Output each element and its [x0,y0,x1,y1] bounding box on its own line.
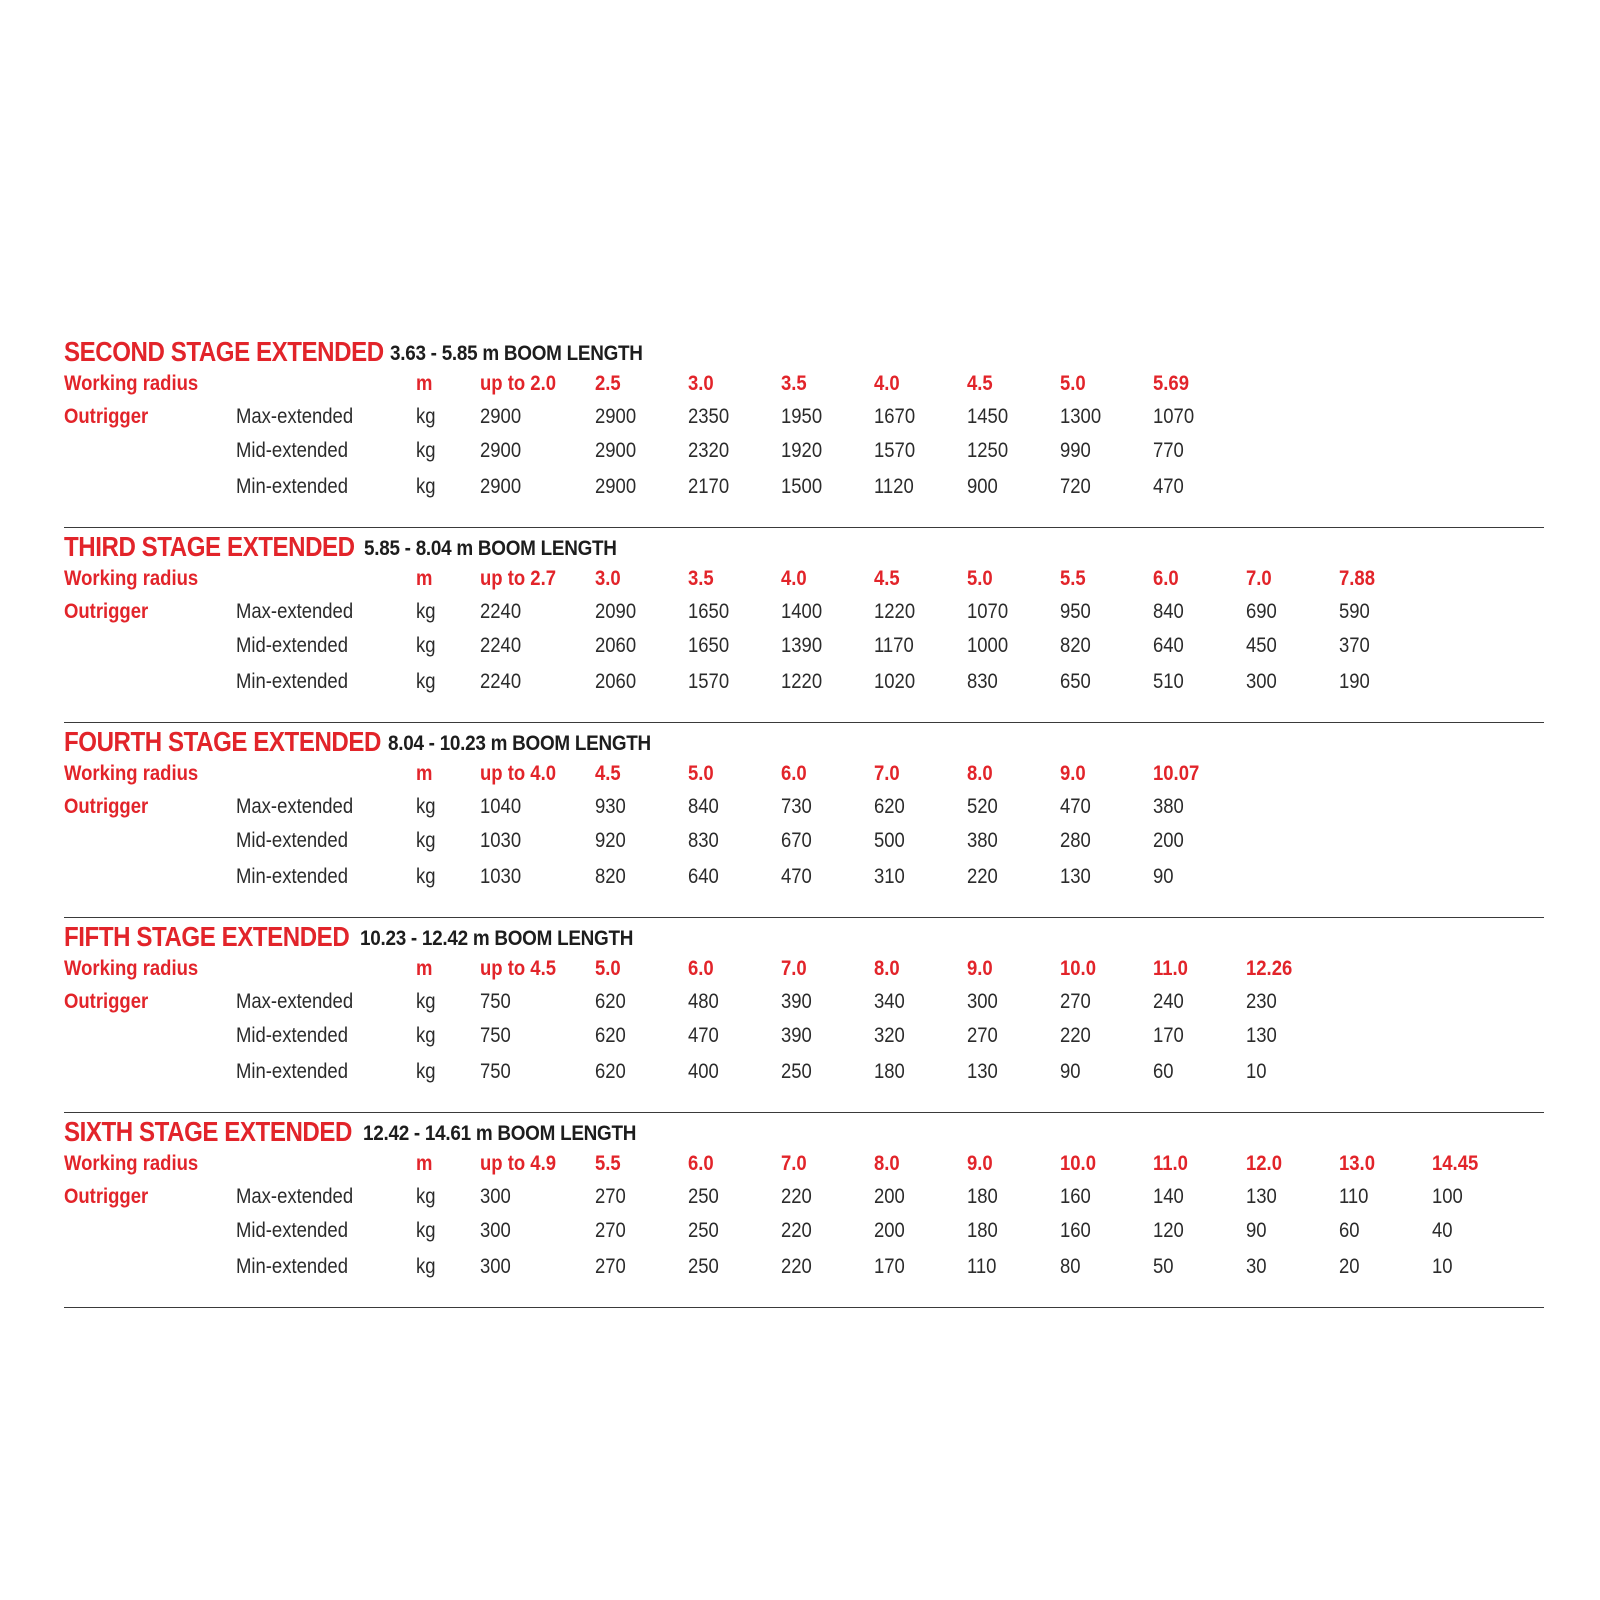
boom-length-range: 5.85 - 8.04 m BOOM LENGTH [364,537,617,560]
load-value: 1500 [781,475,823,498]
load-value: 340 [874,990,905,1013]
unit-kg: kg [416,990,436,1013]
unit-kg: kg [416,405,436,428]
outrigger-mode-label: Min-extended [236,865,348,888]
radius-value: 4.0 [874,372,900,395]
boom-length-range: 12.42 - 14.61 m BOOM LENGTH [363,1122,637,1145]
load-value: 1040 [480,795,522,818]
stage-section [64,722,1544,918]
outrigger-label: Outrigger [64,600,149,623]
load-value: 1300 [1060,405,1102,428]
radius-value: 8.0 [874,1152,900,1175]
load-value: 380 [967,829,998,852]
load-value: 2900 [595,405,637,428]
radius-value: 10.0 [1060,957,1096,980]
load-value: 120 [1153,1219,1184,1242]
load-value: 200 [1153,829,1184,852]
stage-title: SIXTH STAGE EXTENDED [64,1116,352,1147]
load-value: 730 [781,795,812,818]
radius-value: 7.88 [1339,567,1375,590]
unit-kg: kg [416,1255,436,1278]
load-value: 470 [781,865,812,888]
outrigger-mode-label: Min-extended [236,475,348,498]
load-value: 140 [1153,1185,1184,1208]
load-value: 200 [874,1219,905,1242]
load-value: 520 [967,795,998,818]
max-extended-row [64,1185,1544,1213]
working-radius-label: Working radius [64,762,199,785]
stage-section [64,332,1544,528]
radius-value: 2.5 [595,372,621,395]
unit-m: m [416,957,433,980]
load-value: 220 [967,865,998,888]
load-value: 2900 [595,439,637,462]
load-value: 1070 [1153,405,1195,428]
outrigger-mode-label: Max-extended [236,405,354,428]
load-value: 470 [1060,795,1091,818]
load-value: 250 [688,1255,719,1278]
radius-value: up to 4.5 [480,957,556,980]
load-value: 1450 [967,405,1009,428]
mid-extended-row [64,1219,1544,1247]
load-value: 300 [1246,670,1277,693]
load-value: 720 [1060,475,1091,498]
load-value: 750 [480,1060,511,1083]
radius-value: 12.26 [1246,957,1293,980]
radius-value: 10.07 [1153,762,1200,785]
radius-value: 4.0 [781,567,807,590]
load-value: 300 [480,1219,511,1242]
load-value: 90 [1153,865,1174,888]
load-value: 10 [1246,1060,1267,1083]
radius-value: 3.0 [595,567,621,590]
load-value: 160 [1060,1185,1091,1208]
radius-value: 3.5 [688,567,714,590]
load-value: 2240 [480,634,522,657]
radius-value: 5.5 [595,1152,621,1175]
stage-title: FIFTH STAGE EXTENDED [64,921,350,952]
min-extended-row [64,1060,1544,1088]
load-value: 20 [1339,1255,1360,1278]
radius-value: 11.0 [1153,1152,1188,1175]
load-value: 100 [1432,1185,1463,1208]
load-value: 2060 [595,670,637,693]
load-value: 1650 [688,600,730,623]
radius-value: 6.0 [1153,567,1179,590]
outrigger-mode-label: Max-extended [236,795,354,818]
mid-extended-row [64,439,1544,467]
outrigger-mode-label: Min-extended [236,670,348,693]
load-value: 2060 [595,634,637,657]
unit-kg: kg [416,1219,436,1242]
working-radius-label: Working radius [64,1152,199,1175]
load-value: 380 [1153,795,1184,818]
radius-value: 5.5 [1060,567,1086,590]
load-value: 30 [1246,1255,1267,1278]
mid-extended-row [64,829,1544,857]
load-value: 230 [1246,990,1277,1013]
load-value: 180 [967,1185,998,1208]
load-value: 500 [874,829,905,852]
radius-value: 10.0 [1060,1152,1096,1175]
load-value: 640 [1153,634,1184,657]
radius-value: 7.0 [874,762,900,785]
outrigger-mode-label: Max-extended [236,1185,354,1208]
load-value: 770 [1153,439,1184,462]
unit-m: m [416,372,433,395]
radius-value: 9.0 [967,1152,993,1175]
load-value: 50 [1153,1255,1174,1278]
working-radius-label: Working radius [64,372,199,395]
load-value: 220 [781,1185,812,1208]
load-value: 990 [1060,439,1091,462]
max-extended-row [64,600,1544,628]
unit-kg: kg [416,439,436,462]
radius-value: up to 2.7 [480,567,556,590]
working-radius-row [64,957,1544,985]
unit-kg: kg [416,475,436,498]
load-value: 2240 [480,670,522,693]
load-value: 2320 [688,439,730,462]
load-value: 60 [1153,1060,1174,1083]
load-value: 170 [1153,1024,1184,1047]
radius-value: 4.5 [874,567,900,590]
mid-extended-row [64,634,1544,662]
load-value: 930 [595,795,626,818]
load-value: 110 [967,1255,997,1278]
load-value: 820 [595,865,626,888]
radius-value: up to 4.0 [480,762,556,785]
load-value: 310 [874,865,905,888]
load-value: 620 [595,1024,626,1047]
radius-value: 9.0 [1060,762,1086,785]
stage-title: THIRD STAGE EXTENDED [64,531,355,562]
load-value: 820 [1060,634,1091,657]
load-value: 180 [967,1219,998,1242]
outrigger-mode-label: Max-extended [236,600,354,623]
radius-value: 9.0 [967,957,993,980]
min-extended-row [64,475,1544,503]
load-value: 1670 [874,405,916,428]
section-heading [64,531,617,563]
load-value: 1030 [480,865,522,888]
min-extended-row [64,865,1544,893]
load-value: 130 [1246,1024,1277,1047]
load-value: 180 [874,1060,905,1083]
load-value: 80 [1060,1255,1081,1278]
radius-value: 8.0 [967,762,993,785]
unit-kg: kg [416,670,436,693]
load-value: 270 [595,1219,626,1242]
min-extended-row [64,1255,1544,1283]
load-value: 90 [1246,1219,1267,1242]
load-value: 1650 [688,634,730,657]
load-value: 270 [595,1255,626,1278]
outrigger-mode-label: Mid-extended [236,439,348,462]
load-value: 250 [688,1219,719,1242]
load-value: 1390 [781,634,823,657]
radius-value: 5.0 [1060,372,1086,395]
load-value: 1570 [688,670,730,693]
working-radius-row [64,1152,1544,1180]
load-value: 1070 [967,600,1009,623]
working-radius-row [64,567,1544,595]
outrigger-mode-label: Max-extended [236,990,354,1013]
load-value: 900 [967,475,998,498]
load-value: 670 [781,829,812,852]
unit-m: m [416,762,433,785]
load-value: 2900 [480,405,522,428]
outrigger-mode-label: Mid-extended [236,634,348,657]
load-value: 220 [781,1219,812,1242]
outrigger-mode-label: Min-extended [236,1060,348,1083]
load-value: 400 [688,1060,719,1083]
load-value: 620 [595,1060,626,1083]
boom-length-range: 10.23 - 12.42 m BOOM LENGTH [360,927,634,950]
load-value: 130 [967,1060,998,1083]
section-heading [64,1116,637,1148]
load-value: 170 [874,1255,905,1278]
unit-kg: kg [416,1024,436,1047]
load-value: 190 [1339,670,1370,693]
radius-value: 4.5 [967,372,993,395]
load-value: 510 [1153,670,1184,693]
radius-value: 12.0 [1246,1152,1282,1175]
load-value: 1220 [874,600,916,623]
load-value: 320 [874,1024,905,1047]
mid-extended-row [64,1024,1544,1052]
load-value: 840 [1153,600,1184,623]
load-value: 1220 [781,670,823,693]
load-value: 250 [688,1185,719,1208]
unit-kg: kg [416,1185,436,1208]
radius-value: 3.5 [781,372,807,395]
load-value: 640 [688,865,719,888]
load-value: 480 [688,990,719,1013]
radius-value: up to 2.0 [480,372,556,395]
load-value: 2240 [480,600,522,623]
radius-value: 6.0 [688,957,714,980]
load-value: 1250 [967,439,1009,462]
boom-length-range: 8.04 - 10.23 m BOOM LENGTH [388,732,651,755]
stage-title: FOURTH STAGE EXTENDED [64,726,381,757]
section-heading [64,921,634,953]
load-value: 920 [595,829,626,852]
load-value: 590 [1339,600,1370,623]
load-value: 2900 [480,439,522,462]
outrigger-mode-label: Mid-extended [236,829,348,852]
load-value: 750 [480,990,511,1013]
load-value: 280 [1060,829,1091,852]
load-value: 300 [480,1185,511,1208]
load-value: 2350 [688,405,730,428]
load-value: 200 [874,1185,905,1208]
load-value: 270 [1060,990,1091,1013]
outrigger-label: Outrigger [64,1185,149,1208]
unit-kg: kg [416,600,436,623]
load-value: 130 [1246,1185,1277,1208]
radius-value: 6.0 [781,762,807,785]
load-value: 270 [967,1024,998,1047]
load-value: 1020 [874,670,916,693]
load-value: 250 [781,1060,812,1083]
unit-kg: kg [416,1060,436,1083]
working-radius-label: Working radius [64,957,199,980]
section-heading [64,726,651,758]
radius-value: 5.0 [595,957,621,980]
load-value: 1120 [874,475,914,498]
working-radius-row [64,372,1544,400]
load-value: 840 [688,795,719,818]
unit-kg: kg [416,634,436,657]
unit-kg: kg [416,795,436,818]
load-value: 110 [1339,1185,1369,1208]
outrigger-label: Outrigger [64,990,149,1013]
load-value: 470 [688,1024,719,1047]
boom-length-range: 3.63 - 5.85 m BOOM LENGTH [390,342,643,365]
max-extended-row [64,795,1544,823]
load-value: 160 [1060,1219,1091,1242]
load-value: 690 [1246,600,1277,623]
load-value: 300 [967,990,998,1013]
radius-value: 6.0 [688,1152,714,1175]
load-value: 620 [595,990,626,1013]
radius-value: 14.45 [1432,1152,1479,1175]
load-value: 1570 [874,439,916,462]
load-value: 620 [874,795,905,818]
max-extended-row [64,405,1544,433]
radius-value: 13.0 [1339,1152,1375,1175]
radius-value: 8.0 [874,957,900,980]
load-value: 2900 [595,475,637,498]
load-value: 370 [1339,634,1370,657]
unit-m: m [416,567,433,590]
outrigger-label: Outrigger [64,795,149,818]
load-value: 1170 [874,634,914,657]
load-value: 10 [1432,1255,1453,1278]
load-value: 650 [1060,670,1091,693]
radius-value: 4.5 [595,762,621,785]
unit-m: m [416,1152,433,1175]
stage-title: SECOND STAGE EXTENDED [64,336,384,367]
max-extended-row [64,990,1544,1018]
radius-value: 11.0 [1153,957,1188,980]
stage-section [64,527,1544,723]
unit-kg: kg [416,829,436,852]
stage-section [64,1112,1544,1308]
working-radius-label: Working radius [64,567,199,590]
outrigger-mode-label: Min-extended [236,1255,348,1278]
stage-section [64,917,1544,1113]
load-value: 830 [688,829,719,852]
radius-value: up to 4.9 [480,1152,556,1175]
load-value: 470 [1153,475,1184,498]
load-value: 390 [781,1024,812,1047]
load-value: 60 [1339,1219,1360,1242]
load-value: 300 [480,1255,511,1278]
load-value: 390 [781,990,812,1013]
working-radius-row [64,762,1544,790]
section-heading [64,336,643,368]
outrigger-label: Outrigger [64,405,149,428]
load-value: 2900 [480,475,522,498]
min-extended-row [64,670,1544,698]
radius-value: 7.0 [781,957,807,980]
outrigger-mode-label: Mid-extended [236,1219,348,1242]
load-value: 830 [967,670,998,693]
load-value: 220 [1060,1024,1091,1047]
unit-kg: kg [416,865,436,888]
radius-value: 5.0 [688,762,714,785]
load-value: 1920 [781,439,823,462]
radius-value: 7.0 [781,1152,807,1175]
radius-value: 5.69 [1153,372,1189,395]
load-value: 950 [1060,600,1091,623]
load-value: 270 [595,1185,626,1208]
load-value: 220 [781,1255,812,1278]
load-value: 2090 [595,600,637,623]
load-value: 240 [1153,990,1184,1013]
load-value: 40 [1432,1219,1453,1242]
load-value: 90 [1060,1060,1081,1083]
radius-value: 7.0 [1246,567,1272,590]
load-value: 1000 [967,634,1009,657]
radius-value: 5.0 [967,567,993,590]
load-value: 450 [1246,634,1277,657]
radius-value: 3.0 [688,372,714,395]
load-value: 130 [1060,865,1091,888]
load-value: 1400 [781,600,823,623]
outrigger-mode-label: Mid-extended [236,1024,348,1047]
load-value: 750 [480,1024,511,1047]
load-value: 1030 [480,829,522,852]
load-value: 1950 [781,405,823,428]
load-value: 2170 [688,475,730,498]
